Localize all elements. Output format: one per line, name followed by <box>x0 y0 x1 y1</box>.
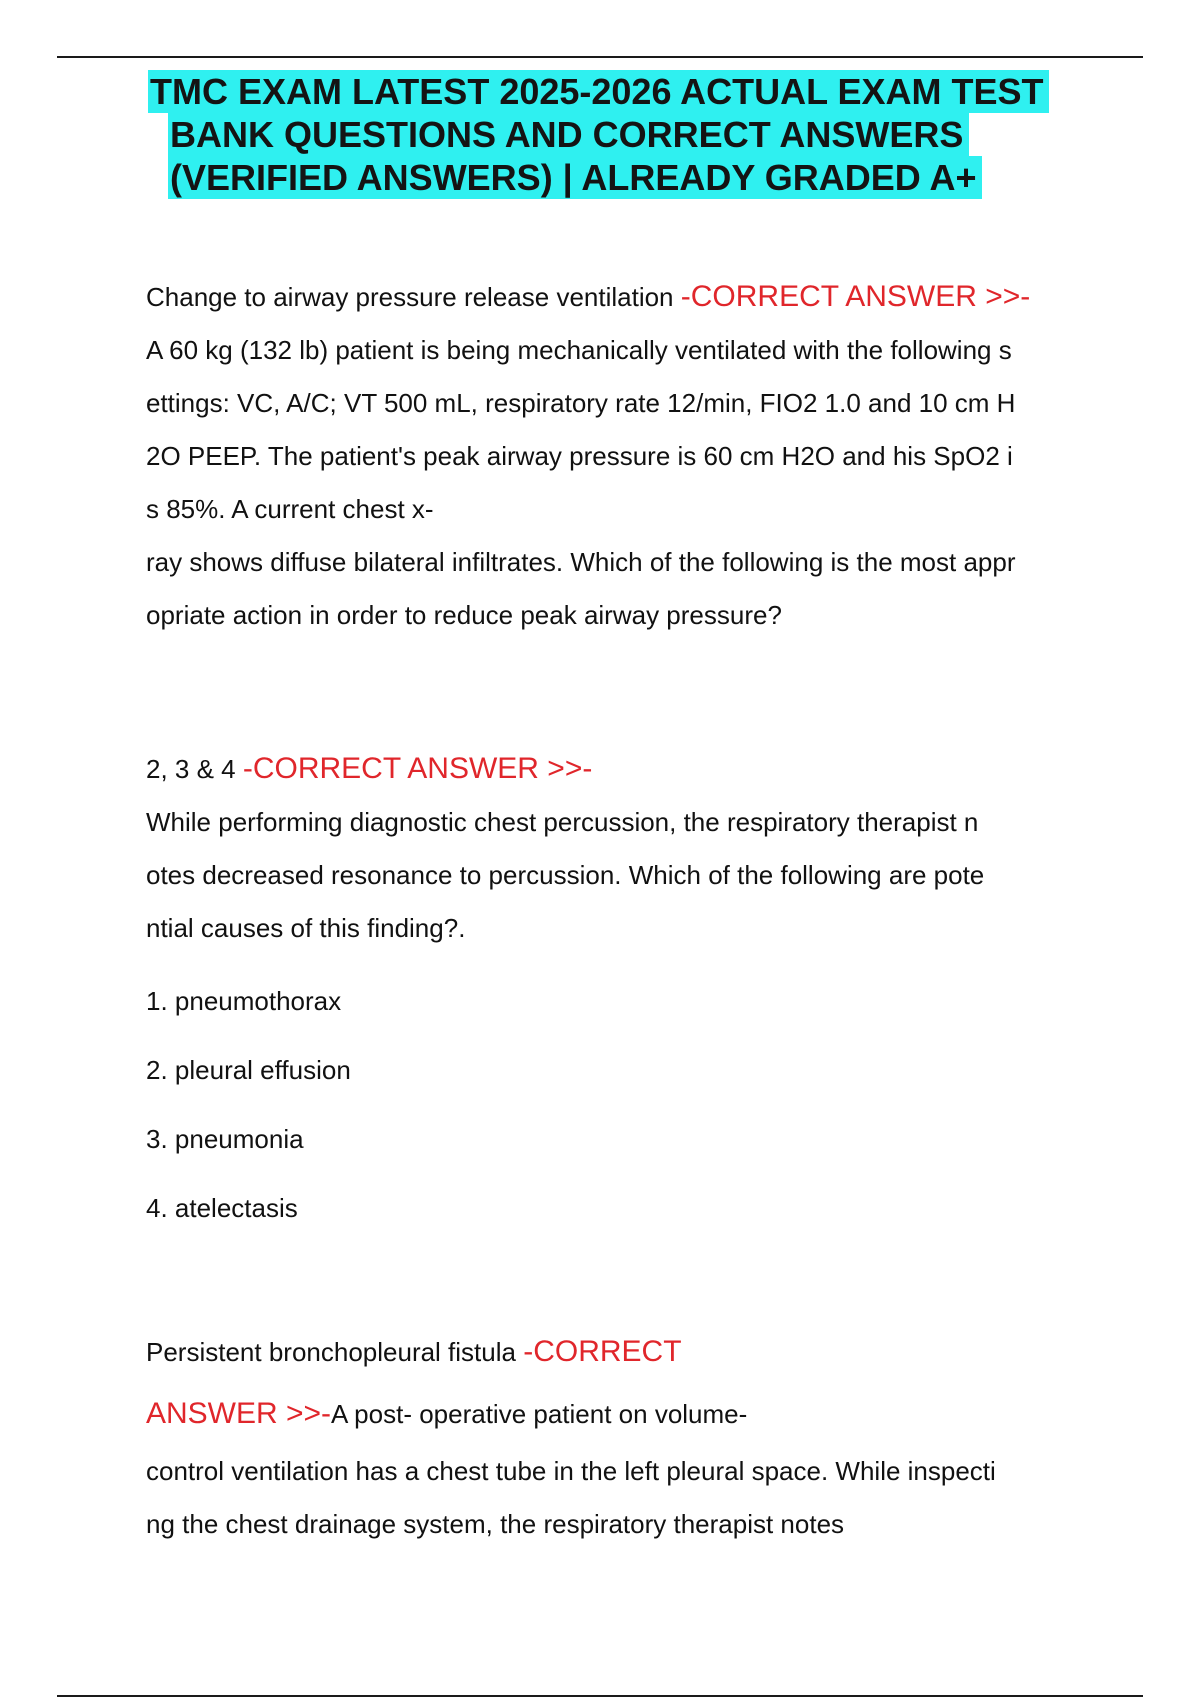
question-line: 2O PEEP. The patient's peak airway pressure is 60 cm H2O and his SpO2 i <box>146 441 1013 471</box>
qa-block-3 <box>146 1321 1096 1551</box>
answer-text: 2, 3 & 4 <box>146 754 243 784</box>
question-line: ettings: VC, A/C; VT 500 mL, respiratory rate 12/min, FIO2 1.0 and 10 cm H <box>146 388 1016 418</box>
title-line-2: BANK QUESTIONS AND CORRECT ANSWERS <box>168 113 969 156</box>
question-line: ray shows diffuse bilateral infiltrates. Which of the following is the most appr <box>146 547 1016 577</box>
question-line: A 60 kg (132 lb) patient is being mechanically ventilated with the following s <box>146 335 1012 365</box>
document-title <box>148 70 1148 199</box>
question-line: s 85%. A current chest x- <box>146 494 434 524</box>
bottom-rule <box>57 1695 1143 1697</box>
answer-text: Persistent bronchopleural fistula <box>146 1337 524 1367</box>
spacer <box>146 1243 1096 1321</box>
question-line: While performing diagnostic chest percussion, the respiratory therapist n <box>146 807 979 837</box>
answer-line <box>146 742 1096 796</box>
list-item: 4. atelectasis <box>146 1193 298 1223</box>
question-line: control ventilation has a chest tube in the left pleural space. While inspecti <box>146 1456 996 1486</box>
question-line: opriate action in order to reduce peak airway pressure? <box>146 600 782 630</box>
answer-line <box>146 270 1096 324</box>
list-item: 1. pneumothorax <box>146 986 342 1016</box>
answer-line <box>146 1321 1096 1383</box>
spacer <box>146 642 1096 742</box>
question-text: A post- operative patient on volume- <box>331 1399 748 1429</box>
top-rule <box>57 56 1143 58</box>
correct-answer-marker: -CORRECT <box>523 1335 682 1368</box>
title-line-3: (VERIFIED ANSWERS) | ALREADY GRADED A+ <box>168 156 982 199</box>
title-line-1: TMC EXAM LATEST 2025-2026 ACTUAL EXAM TEST <box>148 70 1049 113</box>
qa-block-2 <box>146 742 1096 1243</box>
answer-text: Change to airway pressure release ventilation <box>146 282 681 312</box>
answer-line-continued <box>146 1383 1096 1445</box>
question-line: otes decreased resonance to percussion. Which of the following are pote <box>146 860 985 890</box>
correct-answer-marker: ANSWER >>- <box>146 1397 332 1430</box>
list-item: 2. pleural effusion <box>146 1055 351 1085</box>
correct-answer-marker: -CORRECT ANSWER >>- <box>680 280 1031 313</box>
qa-block-1 <box>146 270 1096 642</box>
question-line: ng the chest drainage system, the respiratory therapist notes <box>146 1509 845 1539</box>
question-line: ntial causes of this finding?. <box>146 913 466 943</box>
document-body <box>146 270 1096 1551</box>
correct-answer-marker: -CORRECT ANSWER >>- <box>242 752 593 785</box>
list-item: 3. pneumonia <box>146 1124 304 1154</box>
